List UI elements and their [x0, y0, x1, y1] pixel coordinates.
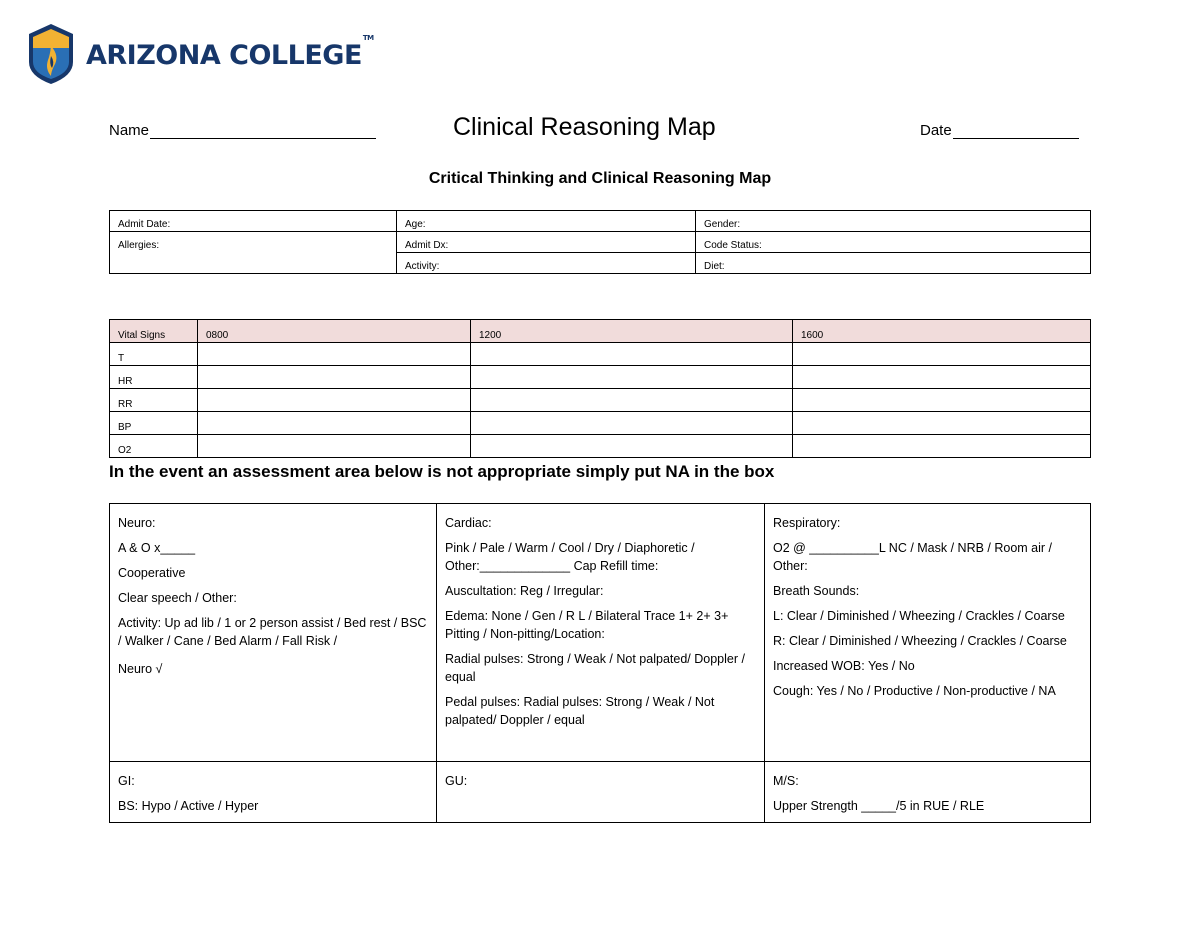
vital-cell[interactable] — [471, 435, 793, 458]
na-instruction-note: In the event an assessment area below is not appropriate simply put NA in the box — [109, 462, 775, 481]
neuro-line: Clear speech / Other: — [118, 591, 237, 605]
cardiac-line: Radial pulses: Strong / Weak / Not palpated/ Doppler / equal — [445, 652, 745, 684]
vital-cell[interactable] — [198, 435, 471, 458]
patient-info-table — [109, 210, 1091, 274]
date-label: Date — [920, 122, 952, 139]
vital-label: T — [110, 343, 198, 366]
ms-title: M/S: — [773, 774, 799, 788]
vitals-time-0800: 0800 — [198, 320, 471, 343]
vital-cell[interactable] — [471, 412, 793, 435]
vitals-row-t — [110, 343, 1091, 366]
vitals-row-bp — [110, 412, 1091, 435]
cardiac-line: Edema: None / Gen / R L / Bilateral Trace 1+ 2+ 3+ Pitting / Non-pitting/Location: — [445, 609, 729, 641]
vitals-row-hr — [110, 366, 1091, 389]
date-field[interactable] — [920, 122, 1079, 139]
vital-cell[interactable] — [793, 366, 1091, 389]
ms-box[interactable] — [765, 762, 1091, 823]
vitals-header-row — [110, 320, 1091, 343]
vital-cell[interactable] — [471, 389, 793, 412]
name-blank-line[interactable] — [150, 123, 376, 139]
activity-cell[interactable]: Activity: — [397, 253, 696, 274]
age-cell[interactable]: Age: — [397, 211, 696, 232]
code-status-cell[interactable]: Code Status: — [696, 232, 1091, 253]
cardiac-line: Pink / Pale / Warm / Cool / Dry / Diaphoretic / Other:_____________ Cap Refill time: — [445, 541, 695, 573]
assessment-table — [109, 503, 1091, 823]
vital-label: BP — [110, 412, 198, 435]
ms-line: Upper Strength _____/5 in RUE / RLE — [773, 799, 985, 813]
admit-date-cell[interactable]: Admit Date: — [110, 211, 397, 232]
name-field[interactable] — [109, 122, 376, 139]
vital-cell[interactable] — [198, 366, 471, 389]
vital-cell[interactable] — [198, 412, 471, 435]
trademark-mark: TM — [362, 33, 374, 42]
neuro-title: Neuro: — [118, 516, 156, 530]
vital-cell[interactable] — [198, 343, 471, 366]
vitals-time-1200: 1200 — [471, 320, 793, 343]
vital-cell[interactable] — [793, 389, 1091, 412]
diet-cell[interactable]: Diet: — [696, 253, 1091, 274]
cardiac-line: Auscultation: Reg / Irregular: — [445, 584, 604, 598]
vital-label: O2 — [110, 435, 198, 458]
vital-cell[interactable] — [793, 435, 1091, 458]
neuro-line: Activity: Up ad lib / 1 or 2 person assist / Bed rest / BSC / Walker / Cane / Bed Alarm / Fall Risk / — [118, 616, 427, 648]
date-blank-line[interactable] — [953, 123, 1079, 139]
vital-cell[interactable] — [471, 343, 793, 366]
vital-cell[interactable] — [793, 343, 1091, 366]
cardiac-title: Cardiac: — [445, 516, 492, 530]
cardiac-line: Pedal pulses: Radial pulses: Strong / Weak / Not palpated/ Doppler / equal — [445, 695, 715, 727]
gu-box[interactable] — [437, 762, 765, 823]
admit-dx-cell[interactable]: Admit Dx: — [397, 232, 696, 253]
neuro-box[interactable] — [110, 504, 437, 762]
respiratory-line: Increased WOB: Yes / No — [773, 659, 915, 673]
vital-label: RR — [110, 389, 198, 412]
gi-line: BS: Hypo / Active / Hyper — [118, 799, 259, 813]
neuro-line: A & O x_____ — [118, 541, 196, 555]
vitals-row-rr — [110, 389, 1091, 412]
vital-cell[interactable] — [793, 412, 1091, 435]
vital-label: HR — [110, 366, 198, 389]
shield-flame-icon — [26, 22, 76, 86]
respiratory-line: L: Clear / Diminished / Wheezing / Crackles / Coarse — [773, 609, 1065, 623]
neuro-line: Cooperative — [118, 566, 186, 580]
name-label: Name — [109, 122, 150, 139]
respiratory-title: Respiratory: — [773, 516, 841, 530]
gi-box[interactable] — [110, 762, 437, 823]
respiratory-line: Cough: Yes / No / Productive / Non-productive / NA — [773, 684, 1056, 698]
college-logo — [26, 22, 374, 86]
cardiac-box[interactable] — [437, 504, 765, 762]
page-title: Clinical Reasoning Map — [453, 113, 716, 141]
respiratory-line: O2 @ __________L NC / Mask / NRB / Room air / Other: — [773, 541, 1053, 573]
vital-signs-table — [109, 319, 1091, 458]
respiratory-line: Breath Sounds: — [773, 584, 860, 598]
vital-cell[interactable] — [471, 366, 793, 389]
respiratory-line: R: Clear / Diminished / Wheezing / Crackles / Coarse — [773, 634, 1067, 648]
gender-cell[interactable]: Gender: — [696, 211, 1091, 232]
vital-cell[interactable] — [198, 389, 471, 412]
vitals-header-label: Vital Signs — [110, 320, 198, 343]
logo-wordmark: ARIZONA COLLEGE™ — [86, 33, 374, 71]
vitals-time-1600: 1600 — [793, 320, 1091, 343]
gu-title: GU: — [445, 774, 468, 788]
vitals-row-o2 — [110, 435, 1091, 458]
gi-title: GI: — [118, 774, 135, 788]
form-subtitle: Critical Thinking and Clinical Reasoning Map — [428, 170, 772, 187]
respiratory-box[interactable] — [765, 504, 1091, 762]
neuro-line: Neuro √ — [118, 662, 163, 676]
allergies-cell[interactable]: Allergies: — [110, 232, 397, 274]
